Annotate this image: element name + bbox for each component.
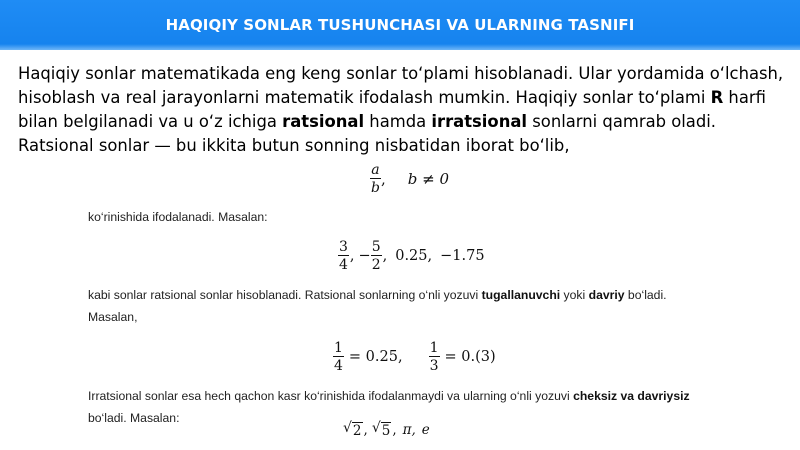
fraction-1-3: $\frac{1}{3}$: [429, 340, 439, 374]
intro-text-1: Haqiqiy sonlar matematikada eng keng sonlar to‘plami hisoblanadi. Ular yordamida o‘lchash, hisoblash va real jarayonlarni matematik ifodalash mumkin. Haqiqiy sonlar to‘plami: [18, 64, 784, 107]
paragraph-irrational: Irratsional sonlar esa hech qachon kasr ko‘rinishida ifodalanmaydi va ularning o‘nli yozuvi cheksiz va davriysiz bo‘ladi. Masalan:: [88, 389, 690, 425]
fraction-3-4: $\frac{3}{4}$: [339, 239, 348, 273]
fraction-5-2: $\frac{5}{2}$: [371, 239, 381, 273]
intro-text-3: hamda: [364, 112, 432, 131]
infinite-nonperiodic-term: cheksiz va davriysiz: [573, 389, 690, 403]
rational-term: ratsional: [282, 112, 365, 131]
intro-paragraph: [18, 62, 793, 158]
rational-examples-formula: $\frac{3}{4}$ , − $\frac{5}{2}$ , 0.25, −1.75: [339, 239, 485, 273]
paragraph-rational-decimals: kabi sonlar ratsional sonlar hisoblanadi. Ratsional sonlarning o‘nli yozuvi tugallanuvchi yoki davriy bo‘ladi. Masalan,: [88, 288, 667, 324]
nonzero-condition: b ≠ 0: [407, 170, 449, 188]
set-symbol: R: [710, 88, 724, 107]
pi-symbol: π,: [402, 421, 416, 438]
irrational-term: irratsional: [431, 112, 528, 131]
euler-e: e: [421, 421, 430, 438]
title-banner: [0, 0, 800, 50]
intro-text-4: sonlarni qamrab oladi.: [527, 112, 717, 131]
decimal-example-2: −1.75: [440, 248, 485, 264]
periodic-term: davriy: [588, 288, 625, 302]
fraction-1-4: $\frac{1}{4}$: [334, 340, 343, 374]
intro-rational-definition: Ratsional sonlar — bu ikkita butun sonning nisbatidan iborat bo‘lib,: [18, 136, 570, 155]
intro-text-2: harfi bilan belgilanadi va u o‘z ichiga: [18, 88, 766, 131]
paragraph-examples-intro: ko‘rinishida ifodalanadi. Masalan:: [88, 210, 268, 224]
fraction-a-over-b: $\frac{a}{b}$: [371, 162, 380, 196]
decimal-example-1: 0.25,: [395, 248, 433, 264]
decimal-examples-formula: $\frac{1}{4}$ = 0.25, $\frac{1}{3}$ = 0.(3): [334, 340, 496, 374]
rational-definition-formula: $\frac{a}{b}$ , b ≠ 0: [371, 162, 449, 196]
terminating-term: tugallanuvchi: [481, 288, 561, 302]
sqrt-5: √ 5: [371, 420, 391, 439]
irrational-examples-formula: √ 2 , √ 5 , π, e: [343, 420, 430, 439]
sqrt-2: √ 2: [343, 420, 362, 439]
page-title: HAQIQIY SONLAR TUSHUNCHASI VA ULARNING TASNIFI: [165, 16, 635, 34]
